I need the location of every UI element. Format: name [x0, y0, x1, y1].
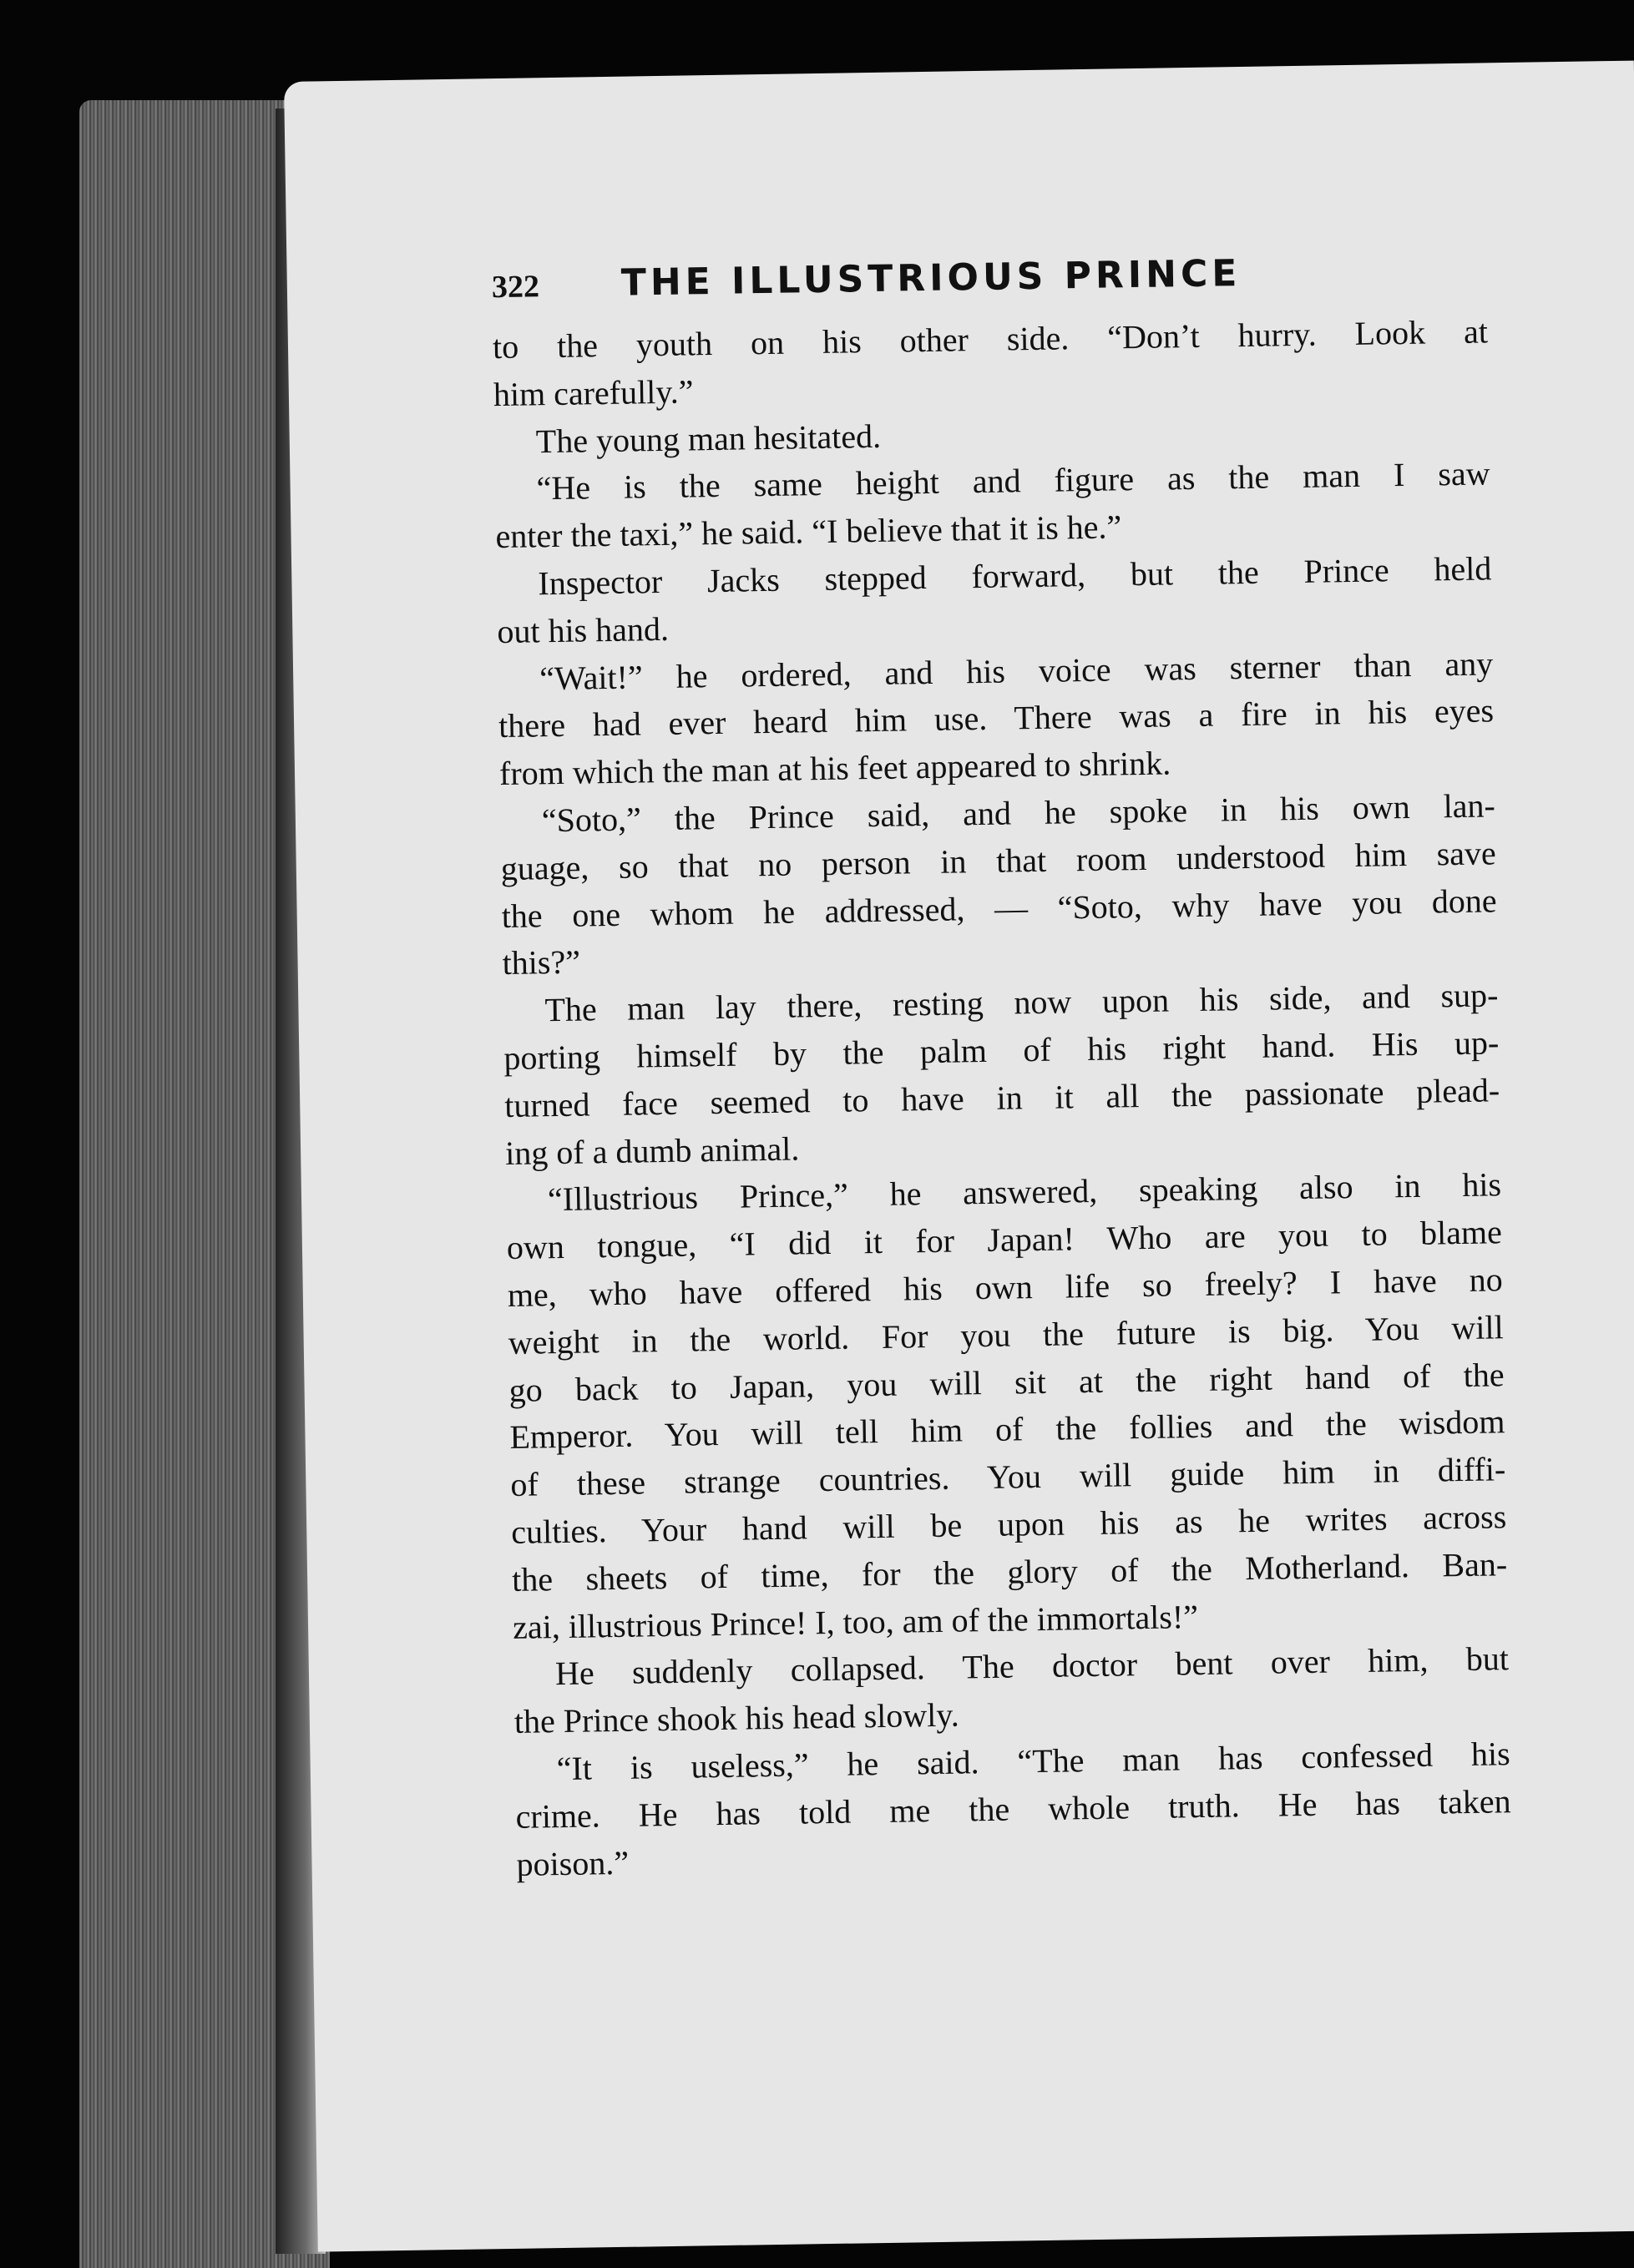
text-line: “Wait!” he ordered, and his voice was sterner than any — [539, 644, 1494, 697]
text-line: zai, illustrious Prince! I, too, am of the immortals!” — [512, 1597, 1199, 1646]
text-line: “Illustrious Prince,” he answered, speaking also in his — [547, 1165, 1502, 1219]
text-line: “Soto,” the Prince said, and he spoke in his own lan- — [541, 786, 1496, 840]
text-line: weight in the world. For you the future is big. You will — [508, 1307, 1504, 1361]
text-line: poison.” — [516, 1843, 630, 1883]
text-line: Emperor. You will tell him of the follies and the wisdom — [509, 1402, 1505, 1457]
text-line: turned face seemed to have in it all the passionate plead- — [503, 1071, 1500, 1124]
text-line: own tongue, “I did it for Japan! Who are you to blame — [506, 1213, 1503, 1267]
text-line: to the youth on his other side. “Don’t hurry. Look at — [492, 312, 1489, 366]
text-line: porting himself by the palm of his right hand. His up- — [503, 1023, 1500, 1077]
text-line: ing of a dumb animal. — [504, 1129, 800, 1172]
running-header — [491, 248, 1487, 321]
text-line: The man lay there, resting now upon his side, and sup- — [544, 976, 1499, 1029]
page-content — [491, 248, 1511, 1888]
page-sheet — [284, 61, 1634, 2252]
running-title: THE ILLUSTRIOUS PRINCE — [620, 252, 1242, 305]
text-line: culties. Your hand will be upon his as he writes across — [510, 1498, 1507, 1551]
text-line: Inspector Jacks stepped forward, but the Prince held — [538, 549, 1492, 603]
text-line: enter the taxi,” he said. “I believe that it is he.” — [495, 508, 1122, 556]
page-number: 322 — [491, 269, 540, 306]
text-line: “It is useless,” he said. “The man has confessed his — [556, 1735, 1510, 1788]
text-line: go back to Japan, you will sit at the right hand of the — [508, 1355, 1505, 1409]
text-line: the one whom he addressed, — “Soto, why have you done — [501, 881, 1497, 935]
text-line: out his hand. — [497, 609, 670, 650]
body-text — [493, 308, 1512, 1888]
text-line: of these strange countries. You will guide him in diffi- — [510, 1450, 1506, 1504]
text-line: The young man hesitated. — [535, 417, 882, 460]
text-line: me, who have offered his own life so freely? I have no — [507, 1260, 1504, 1314]
text-line: the Prince shook his head slowly. — [513, 1695, 960, 1741]
text-line: this?” — [502, 942, 581, 982]
text-line: there had ever heard him use. There was a fire in his eyes — [498, 691, 1495, 745]
text-line: crime. He has told me the whole truth. He has taken — [515, 1781, 1511, 1836]
text-line: “He is the same height and figure as the man I saw — [536, 454, 1490, 508]
text-line: him carefully.” — [493, 372, 694, 413]
text-line: guage, so that no person in that room understood him save — [500, 834, 1497, 887]
text-line: the sheets of time, for the glory of the Motherland. Ban- — [511, 1544, 1508, 1599]
text-line: from which the man at his feet appeared to shrink. — [498, 744, 1171, 793]
text-line: He suddenly collapsed. The doctor bent over him, but — [554, 1639, 1510, 1693]
